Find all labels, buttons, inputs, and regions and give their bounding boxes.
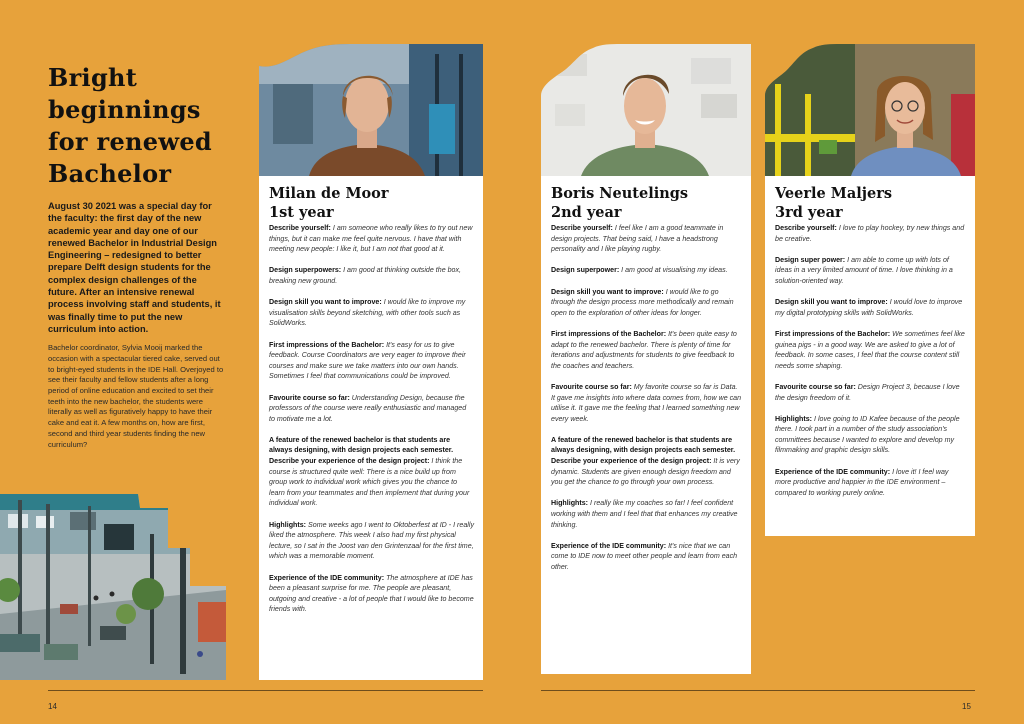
- intro-column: [48, 62, 228, 450]
- answer: The atmosphere at IDE has been a pleasant surprise for me. The people are pleasant, outgoing and creative - a lot of people that I would like to become friends with.: [269, 573, 474, 614]
- answer: I love going to ID Kafee because of the people there. I took part in a number of the study association's committees because I wanted to explore and develop my filmmaking and graphic design skills.: [775, 414, 960, 455]
- question: Favourite course so far:: [775, 382, 856, 391]
- profile-name-text: Milan de Moor: [269, 185, 389, 202]
- question: Highlights:: [551, 499, 589, 508]
- qa-item: [551, 287, 742, 319]
- qa-item: [269, 393, 474, 425]
- question: First impressions of the Bachelor:: [269, 340, 385, 349]
- qa-item: [269, 340, 474, 382]
- answer: My favorite course so far is Data. It gave me insights into where data comes from, how we can utilise it. It gave me the feeling that I learned something new every week.: [551, 382, 742, 423]
- milan-portrait-photo: [259, 44, 483, 176]
- title-line: Bright: [48, 63, 138, 92]
- profile-year: 1st year: [269, 204, 334, 221]
- qa-item: [551, 498, 742, 530]
- answer: I think the course is structured quite well: There is a nice build up from group work to individual work which gives you the chance to learn from your teammates and then implement that during your individual work.: [269, 457, 470, 508]
- answer: Some weeks ago I went to Oktoberfest at ID - I really liked the atmosphere. This week I also had my first physical lecture, so I sat in the Joost van den Grintenzaal for the first time, which was a memorable moment.: [269, 520, 475, 561]
- question: Experience of the IDE community:: [551, 541, 667, 550]
- answer: It's nice that we can come to IDE now to meet other people and learn from each other.: [551, 541, 738, 571]
- answer: I love it! I feel way more productive and happier in the IDE environment – compared to working purely online.: [775, 467, 949, 497]
- question: A feature of the renewed bachelor is that students are always designing, with design projects each semester. Describe your experience of the design project:: [551, 435, 736, 466]
- question: First impressions of the Bachelor:: [551, 329, 667, 338]
- answer: It's easy for us to give feedback. Course Coordinators are very eager to improve their courses and make sure we take matters into our own hands. Sometimes I feel that communications could be improved.: [269, 340, 466, 381]
- qa-item: [775, 297, 966, 318]
- profile-card-milan: [259, 176, 483, 680]
- answer: I am good at visualising my ideas.: [619, 266, 728, 275]
- question: Highlights:: [775, 414, 813, 423]
- qa-item: [269, 520, 474, 562]
- answer: It is very dynamic. Students are given enough design freedom and you get the chance to go through your own process.: [551, 457, 740, 487]
- question: A feature of the renewed bachelor is that students are always designing, with design projects each semester. Describe your experience of the design project:: [269, 435, 454, 466]
- question: Describe yourself:: [551, 224, 613, 232]
- answer: I am able to come up with lots of ideas in a very limited amount of time. I love thinking in a solution-oriented way.: [775, 255, 953, 285]
- qa-item: [775, 255, 966, 287]
- title-line: Bachelor: [48, 159, 172, 188]
- question: Design superpower:: [551, 266, 620, 275]
- question: Highlights:: [269, 520, 307, 529]
- article-lede: August 30 2021 was a special day for the faculty: the first day of the new academic year and day one of our renewed Bachelor in Industrial Design Engineering – redesigned to better prepare Delft design students for the complex design challenges of the future. After an intensive renewal process involving staff and students, it was finally time to put the new curriculum into action.: [48, 201, 221, 334]
- qa-item: [775, 414, 966, 456]
- answer: Design Project 3, because I love the design freedom of it.: [775, 382, 960, 402]
- answer: We sometimes feel like guinea pigs - in a good way. We are asked to give a lot of feedback. In some cases, I feel that the course content still needs some shaping.: [775, 329, 965, 370]
- qa-item: [269, 223, 474, 255]
- answer: I am good at thinking outside the box, breaking new ground.: [269, 266, 462, 285]
- title-line: beginnings: [48, 95, 201, 124]
- question: Experience of the IDE community:: [269, 573, 385, 582]
- question: Describe yourself:: [269, 224, 331, 232]
- footer-rule-left: [48, 690, 483, 691]
- qa-item: [551, 265, 742, 276]
- profile-name: [269, 184, 474, 222]
- qa-item: [551, 329, 742, 371]
- qa-item: [775, 223, 966, 244]
- answer: Understanding Design, because the professors of the course were really enthusiastic and managed to motivate me a lot.: [269, 393, 467, 423]
- profile-name-text: Veerle Maljers: [775, 185, 893, 202]
- answer: I am someone who really likes to try out new things, but it can make me feel quite nervous. I have that with meeting new people: I like it, but I am not that good at it.: [269, 224, 473, 254]
- question: Design superpowers:: [269, 266, 342, 275]
- footer-rule-right: [541, 690, 975, 691]
- qa-item: [551, 382, 742, 424]
- profile-year: 2nd year: [551, 204, 622, 221]
- boris-portrait-photo: [541, 44, 751, 176]
- question: Describe yourself:: [775, 224, 837, 232]
- question: First impressions of the Bachelor:: [775, 329, 891, 338]
- qa-item: [269, 573, 474, 615]
- question: Favourite course so far:: [269, 393, 350, 402]
- answer: I love to play hockey, try new things and be creative.: [775, 224, 965, 243]
- qa-item: [775, 329, 966, 371]
- qa-item: [269, 435, 474, 509]
- profile-card-veerle: [765, 176, 975, 536]
- profile-card-boris: [541, 176, 751, 674]
- title-line: for renewed: [48, 127, 212, 156]
- page-number-left: 14: [48, 702, 57, 711]
- answer: I would love to improve my digital prototyping skills with SolidWorks.: [775, 298, 963, 317]
- qa-item: [551, 541, 742, 573]
- qa-item: [551, 435, 742, 488]
- question: Design skill you want to improve:: [269, 298, 382, 307]
- question: Design skill you want to improve:: [775, 298, 888, 307]
- answer: I really like my coaches so far! I feel confident working with them and I feel that that enhances my creative thinking.: [551, 499, 738, 529]
- answer: I feel like I am a good teammate in design projects. That being said, I have a headstrong personality and I like playing rugby.: [551, 224, 724, 254]
- answer: It's been quite easy to adapt to the renewed bachelor. There is plenty of time for iterations and adjustments for students to give feedback to the coaches and teachers.: [551, 329, 737, 370]
- veerle-portrait-photo: [765, 44, 975, 176]
- profile-name-text: Boris Neutelings: [551, 185, 689, 202]
- question: Design super power:: [775, 255, 846, 264]
- page-number-right: 15: [962, 702, 971, 711]
- qa-item: [551, 223, 742, 255]
- question: Experience of the IDE community:: [775, 467, 891, 476]
- qa-item: [269, 297, 474, 329]
- profile-name: [775, 184, 966, 222]
- qa-item: [775, 467, 966, 499]
- question: Favourite course so far:: [551, 382, 632, 391]
- answer: I would like to improve my visualisation skills beyond sketching, with other tools such as SolidWorks.: [269, 298, 466, 328]
- question: Design skill you want to improve:: [551, 287, 664, 296]
- answer: I would like to go through the design process more methodically and remain open to the exploration of other ideas for longer.: [551, 287, 734, 317]
- ide-hall-photo: [0, 494, 226, 680]
- profile-name: [551, 184, 742, 222]
- qa-item: [775, 382, 966, 403]
- profile-year: 3rd year: [775, 204, 843, 221]
- qa-item: [269, 265, 474, 286]
- article-title: [48, 62, 228, 190]
- article-body: Bachelor coordinator, Sylvia Mooij marked the occasion with a spectacular tiered cake, served out to bright-eyed students in the IDE Hall. Overjoyed to see their faculty and fellow students after a long period of online education and excited to set their teeth into the new bachelor, the students were literally as well as figuratively happy to have their cake and eat it. A few months on, how are first, second and third year students finding the new curriculum?: [48, 343, 224, 449]
